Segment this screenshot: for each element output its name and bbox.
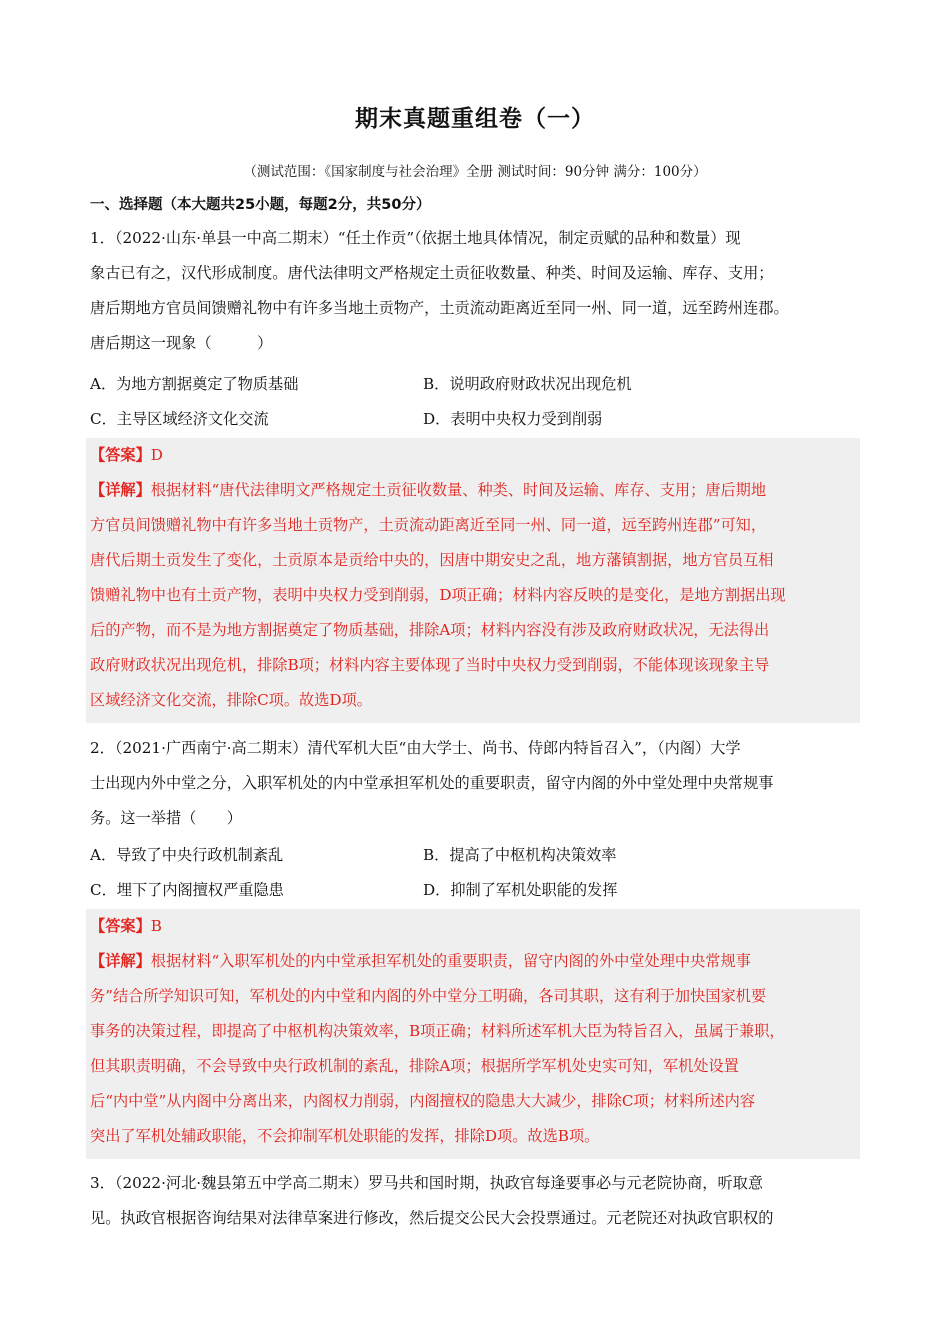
question-2-line: 务。这一举措（ ） bbox=[90, 809, 242, 827]
question-1-line: 唐后期这一现象（ ） bbox=[90, 334, 273, 352]
answer-tag: 【答案】 bbox=[90, 917, 151, 935]
question-3-stem bbox=[90, 1166, 860, 1236]
question-3-line: 见。执政官根据咨询结果对法律草案进行修改，然后提交公民大会投票通过。元老院还对执政官职权的 bbox=[90, 1209, 774, 1227]
detail-text: 突出了军机处辅政职能，不会抑制军机处职能的发挥，排除D项。故选B项。 bbox=[90, 1127, 600, 1145]
detail-text: 根据材料“唐代法律明文严格规定土贡征收数量、种类、时间及运输、库存、支用；唐后期地 bbox=[150, 481, 767, 499]
detail-tag: 【详解】 bbox=[90, 952, 151, 970]
question-1-answer-box bbox=[86, 438, 860, 723]
question-2-line: 2．（2021·广西南宁·高二期末）清代军机大臣“由大学士、尚书、侍郎内特旨召入”，（内阁）大学 bbox=[90, 739, 741, 757]
option-b: B．说明政府财政状况出现危机 bbox=[423, 375, 632, 393]
option-a: A．为地方割据奠定了物质基础 bbox=[90, 375, 299, 393]
question-1-line: 象古已有之，汉代形成制度。唐代法律明文严格规定土贡征收数量、种类、时间及运输、库存、支用； bbox=[90, 264, 774, 282]
detail-line bbox=[86, 473, 860, 508]
answer-value: B bbox=[150, 917, 162, 935]
question-2-line: 士出现内外中堂之分，入职军机处的内中堂承担军机处的重要职责，留守内阁的外中堂处理中央常规事 bbox=[90, 774, 774, 792]
detail-text: 后“内中堂”从内阁中分离出来，内阁权力削弱，内阁擅权的隐患大大减少，排除C项；材料所述内容 bbox=[90, 1092, 756, 1110]
detail-text: 但其职责明确，不会导致中央行政机制的紊乱，排除A项；根据所学军机处史实可知，军机处设置 bbox=[90, 1057, 739, 1075]
option-b: B．提高了中枢机构决策效率 bbox=[423, 846, 617, 864]
detail-tag: 【详解】 bbox=[90, 481, 151, 499]
detail-text: 事务的决策过程，即提高了中枢机构决策效率，B项正确；材料所述军机大臣为特旨召入，虽属于兼职， bbox=[90, 1022, 785, 1040]
detail-text: 方官员间馈赠礼物中有许多当地土贡物产，土贡流动距离近至同一州、同一道，远至跨州连郡”可知， bbox=[90, 516, 767, 534]
question-1-line: 唐后期地方官员间馈赠礼物中有许多当地土贡物产，土贡流动距离近至同一州、同一道，远至跨州连郡。 bbox=[90, 299, 789, 317]
test-scope: （测试范围：《国家制度与社会治理》全册 测试时间：90分钟 满分：100分） bbox=[243, 164, 707, 180]
option-a: A．导致了中央行政机制紊乱 bbox=[90, 846, 284, 864]
answer-tag: 【答案】 bbox=[90, 446, 151, 464]
detail-text: 馈赠礼物中也有土贡产物，表明中央权力受到削弱，D项正确；材料内容反映的是变化，是地方割据出现 bbox=[90, 586, 786, 604]
page-title: 期末真题重组卷（一） bbox=[355, 106, 595, 132]
option-d: D．抑制了军机处职能的发挥 bbox=[423, 881, 618, 899]
section-heading: 一、选择题（本大题共25小题，每题2分，共50分） bbox=[90, 197, 431, 213]
detail-text: 后的产物，而不是为地方割据奠定了物质基础，排除A项；材料内容没有涉及政府财政状况，无法得出 bbox=[90, 621, 770, 639]
answer-line bbox=[86, 909, 860, 944]
option-c: C．主导区域经济文化交流 bbox=[90, 410, 269, 428]
question-3-line: 3．（2022·河北·魏县第五中学高二期末）罗马共和国时期，执政官每逢要事必与元老院协商，听取意 bbox=[90, 1174, 764, 1192]
question-1-stem bbox=[90, 221, 860, 361]
question-2-stem bbox=[90, 731, 860, 836]
question-1-line: 1．（2022·山东·单县一中高二期末）“任土作贡”（依据土地具体情况，制定贡赋的品种和数量）现 bbox=[90, 229, 741, 247]
answer-value: D bbox=[150, 446, 163, 464]
detail-text: 区域经济文化交流，排除C项。故选D项。 bbox=[90, 691, 372, 709]
detail-text: 根据材料“入职军机处的内中堂承担军机处的重要职责，留守内阁的外中堂处理中央常规事 bbox=[150, 952, 751, 970]
option-d: D．表明中央权力受到削弱 bbox=[423, 410, 603, 428]
detail-text: 政府财政状况出现危机，排除B项；材料内容主要体现了当时中央权力受到削弱，不能体现该现象主导 bbox=[90, 656, 770, 674]
question-1-options bbox=[90, 367, 860, 437]
detail-text: 务”结合所学知识可知，军机处的内中堂和内阁的外中堂分工明确，各司其职，这有利于加快国家机要 bbox=[90, 987, 767, 1005]
answer-line bbox=[86, 438, 860, 473]
question-2-options bbox=[90, 838, 860, 908]
option-c: C．埋下了内阁擅权严重隐患 bbox=[90, 881, 284, 899]
detail-text: 唐代后期土贡发生了变化，土贡原本是贡给中央的，因唐中期安史之乱，地方藩镇割据，地方官员互相 bbox=[90, 551, 774, 569]
detail-line bbox=[86, 944, 860, 979]
question-2-answer-box bbox=[86, 909, 860, 1159]
